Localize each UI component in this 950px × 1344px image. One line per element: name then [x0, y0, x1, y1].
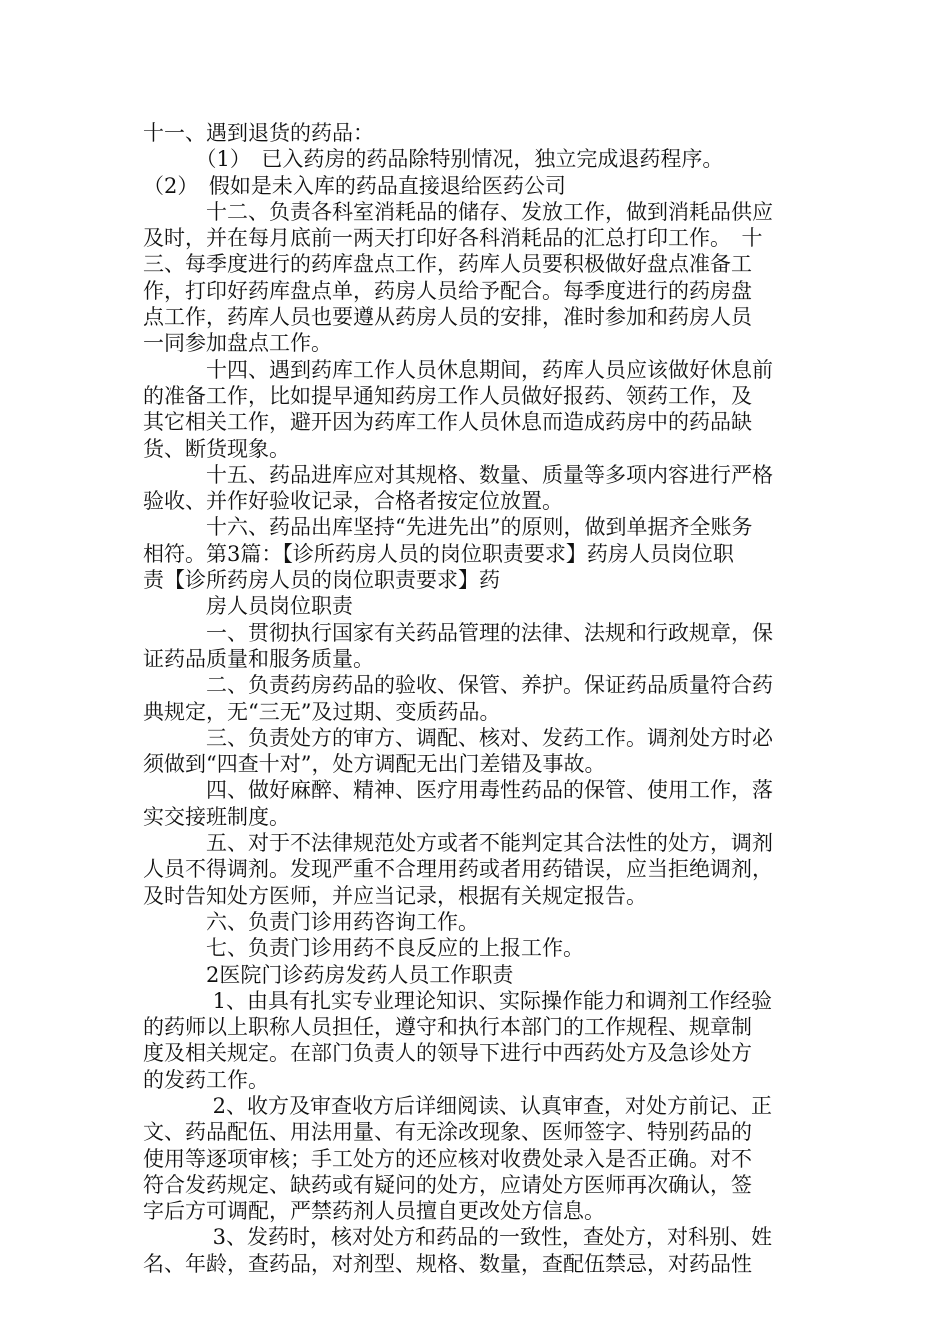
text-line: 字后方可调配，严禁药剂人员擅自更改处方信息。	[143, 1199, 605, 1224]
text-line: 十五、药品进库应对其规格、数量、质量等多项内容进行严格	[143, 462, 773, 487]
text-line: （1） 已入药房的药品除特别情况，独立完成退药程序。	[143, 147, 724, 172]
text-line: 及时告知处方医师，并应当记录，根据有关规定报告。	[143, 883, 647, 908]
text-line: 其它相关工作，避开因为药库工作人员休息而造成药房中的药品缺	[143, 410, 752, 435]
text-line: 使用等逐项审核；手工处方的还应核对收费处录入是否正确。对不	[143, 1146, 752, 1171]
text-line: 一、贯彻执行国家有关药品管理的法律、法规和行政规章，保	[143, 620, 773, 645]
text-line: （2） 假如是未入库的药品直接退给医药公司	[143, 173, 566, 198]
text-line: 点工作，药库人员也要遵从药房人员的安排，准时参加和药房人员	[143, 305, 752, 330]
text-line: 证药品质量和服务质量。	[143, 646, 374, 671]
text-line: 人员不得调剂。发现严重不合理用药或者用药错误，应当拒绝调剂，	[143, 857, 773, 882]
text-line: 的药师以上职称人员担任，遵守和执行本部门的工作规程、规章制	[143, 1015, 752, 1040]
text-line: 名、年龄，查药品，对剂型、规格、数量，查配伍禁忌，对药品性	[143, 1251, 752, 1276]
text-line: 作，打印好药库盘点单，药房人员给予配合。每季度进行的药房盘	[143, 278, 752, 303]
text-line: 的准备工作，比如提早通知药房工作人员做好报药、领药工作，及	[143, 383, 752, 408]
text-line: 须做到“四查十对”，处方调配无出门差错及事故。	[143, 752, 606, 777]
text-line: 文、药品配伍、用法用量、有无涂改现象、医师签字、特别药品的	[143, 1120, 752, 1145]
text-line: 实交接班制度。	[143, 804, 290, 829]
text-line: 一同参加盘点工作。	[143, 331, 332, 356]
text-line: 符合发药规定、缺药或有疑问的处方，应请处方医师再次确认，签	[143, 1172, 752, 1197]
text-line: 二、负责药房药品的验收、保管、养护。保证药品质量符合药	[143, 673, 773, 698]
text-line: 责【诊所药房人员的岗位职责要求】药	[143, 568, 500, 593]
text-line: 房人员岗位职责	[143, 594, 353, 619]
text-line: 十二、负责各科室消耗品的储存、发放工作，做到消耗品供应	[143, 199, 773, 224]
text-line: 2医院门诊药房发药人员工作职责	[143, 962, 514, 987]
text-line: 相符。第3篇：【诊所药房人员的岗位职责要求】药房人员岗位职	[143, 541, 734, 566]
text-line: 十六、药品出库坚持“先进先出”的原则，做到单据齐全账务	[143, 515, 753, 540]
text-line: 度及相关规定。在部门负责人的领导下进行中西药处方及急诊处方	[143, 1041, 752, 1066]
text-line: 2、收方及审查收方后详细阅读、认真审查，对处方前记、正	[143, 1093, 773, 1118]
text-line: 典规定，无“三无”及过期、变质药品。	[143, 699, 501, 724]
text-line: 十一、遇到退货的药品：	[143, 121, 374, 145]
text-line: 四、做好麻醉、精神、医疗用毒性药品的保管、使用工作，落	[143, 778, 773, 803]
text-line: 3、发药时，核对处方和药品的一致性，查处方，对科别、姓	[143, 1225, 773, 1250]
text-line: 三、负责处方的审方、调配、核对、发药工作。调剂处方时必	[143, 725, 773, 750]
text-line: 十四、遇到药库工作人员休息期间，药库人员应该做好休息前	[143, 357, 773, 382]
text-line: 五、对于不法律规范处方或者不能判定其合法性的处方，调剂	[143, 831, 773, 856]
text-line: 1、由具有扎实专业理论知识、实际操作能力和调剂工作经验	[143, 988, 773, 1013]
text-line: 七、负责门诊用药不良反应的上报工作。	[143, 936, 584, 961]
text-line: 的发药工作。	[143, 1067, 269, 1092]
text-line: 货、断货现象。	[143, 436, 290, 461]
text-line: 六、负责门诊用药咨询工作。	[143, 909, 479, 934]
document-body	[143, 120, 811, 1277]
text-line: 及时，并在每月底前一两天打印好各科消耗品的汇总打印工作。 十	[143, 226, 763, 251]
text-line: 三、每季度进行的药库盘点工作，药库人员要积极做好盘点准备工	[143, 252, 752, 277]
text-line: 验收、并作好验收记录，合格者按定位放置。	[143, 489, 563, 514]
